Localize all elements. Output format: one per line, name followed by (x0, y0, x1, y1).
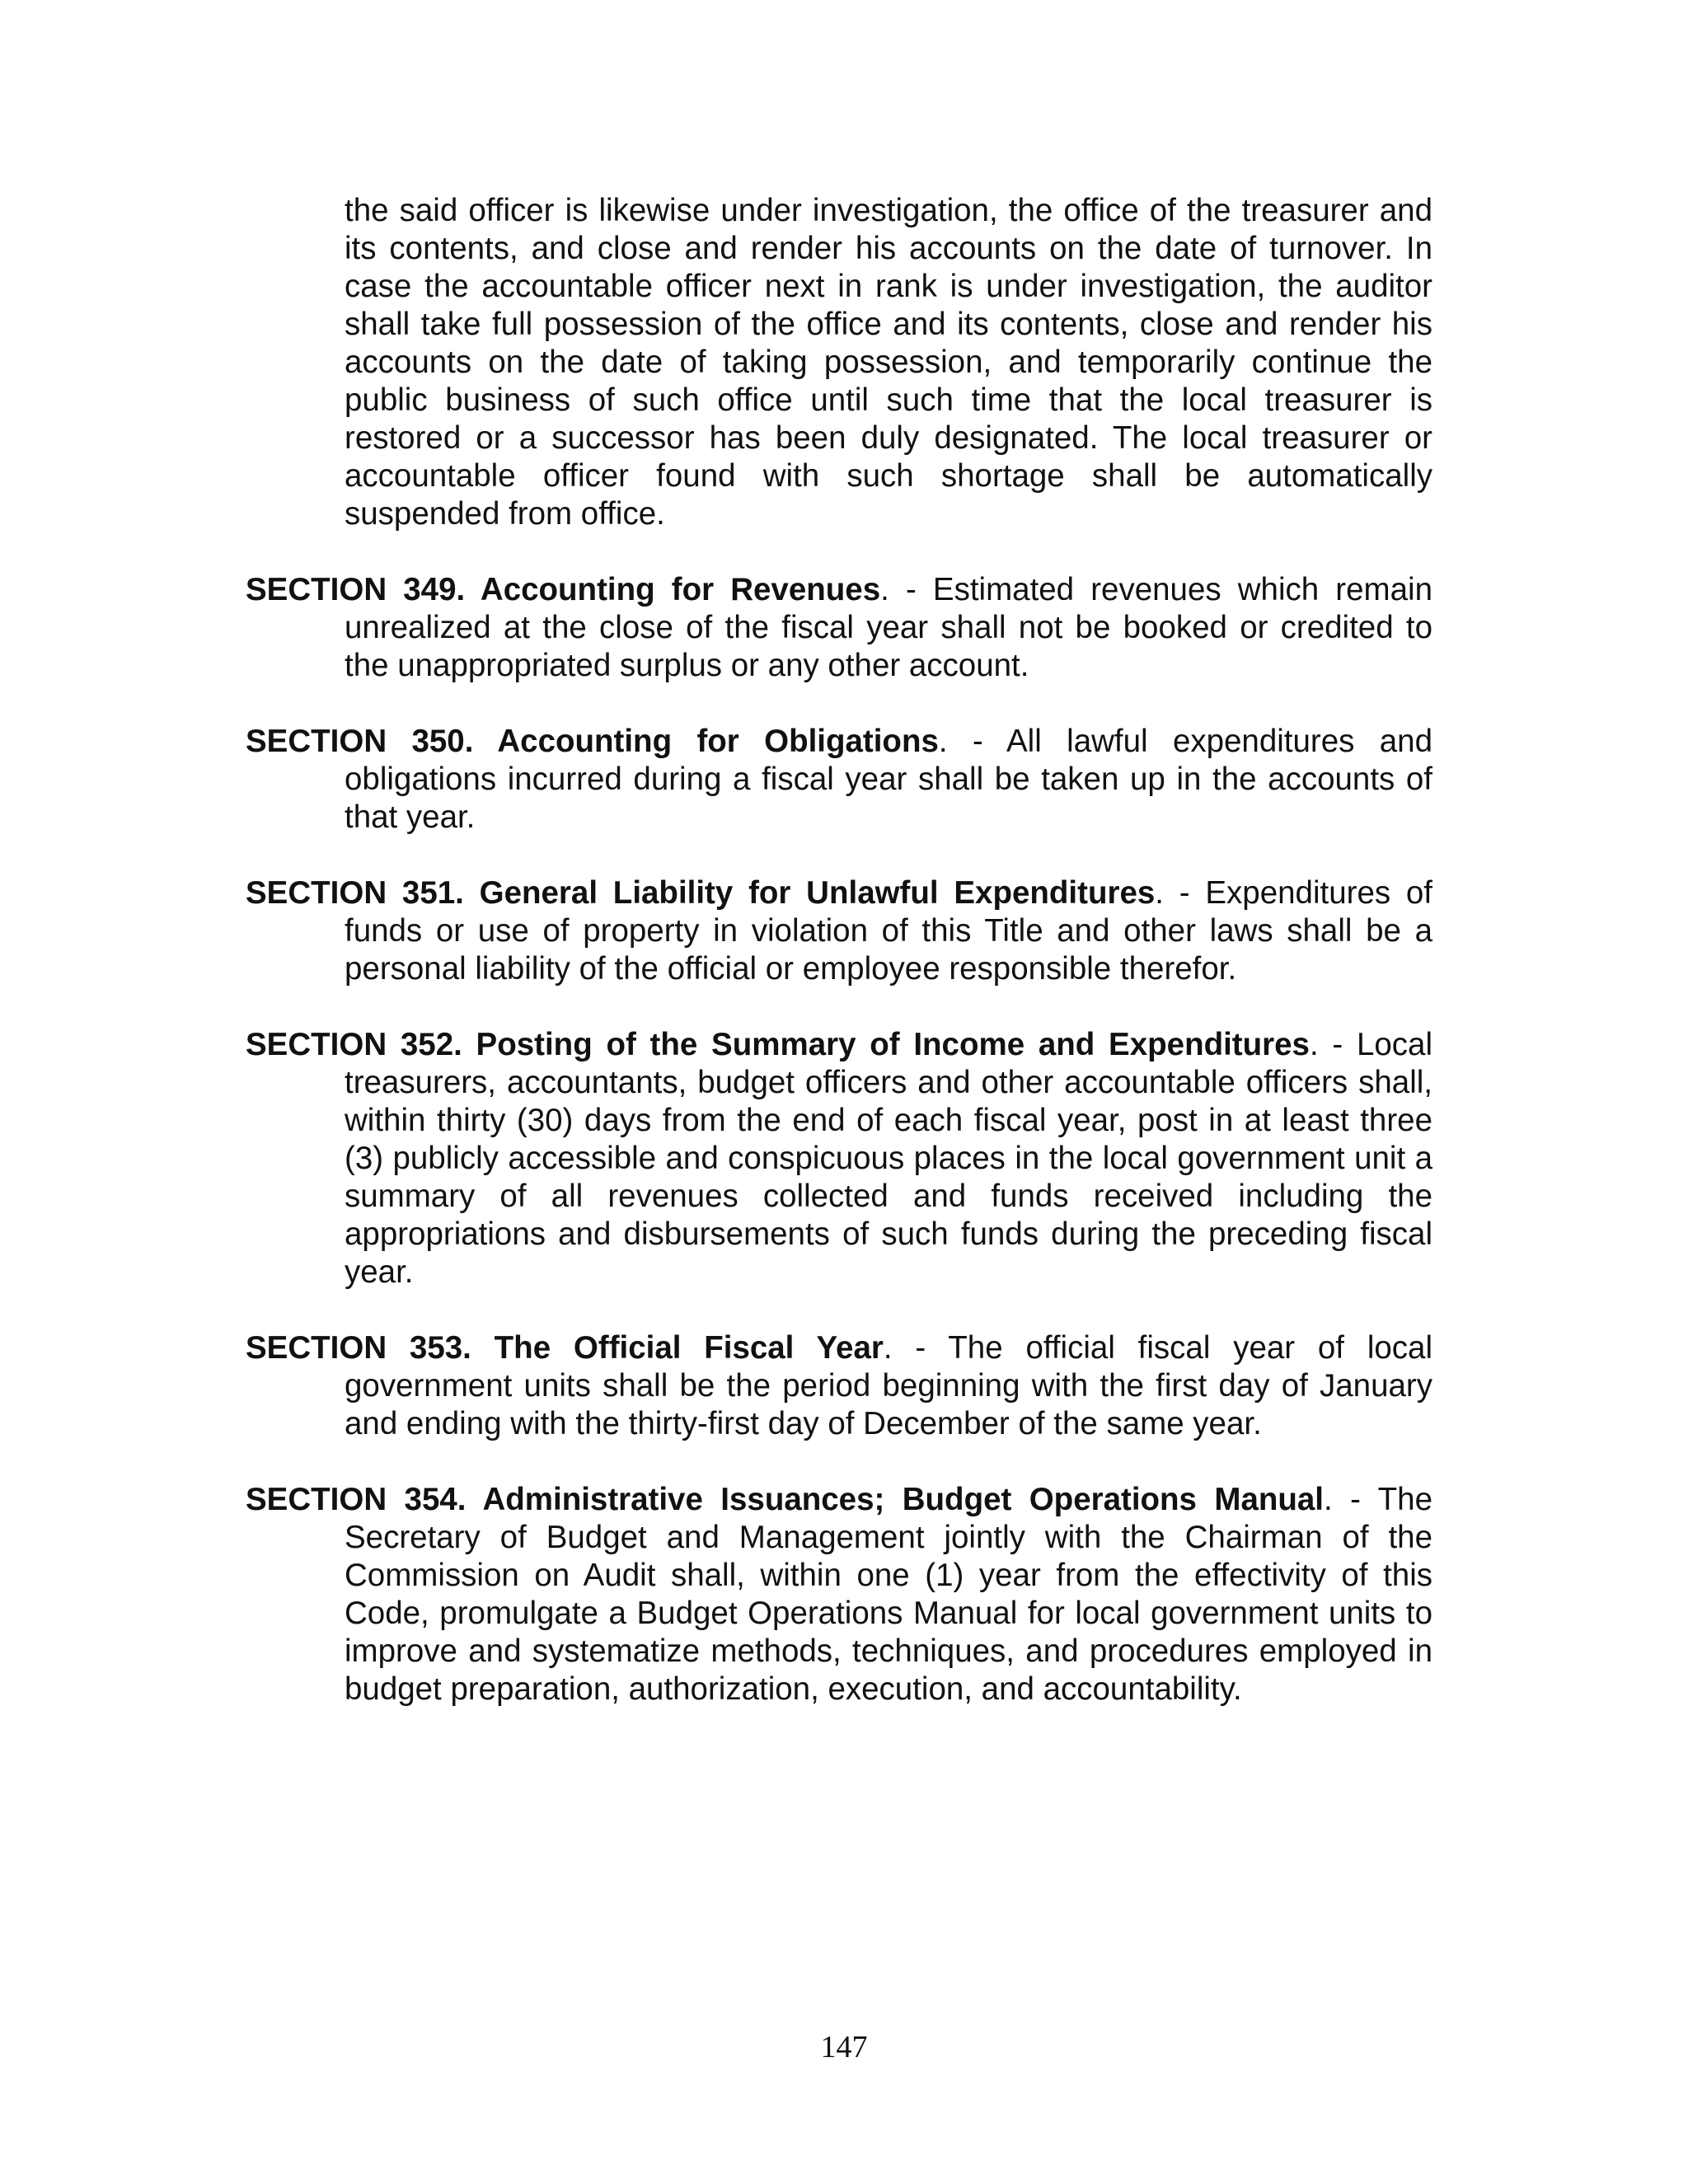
section-350 (246, 723, 1432, 837)
section-heading: SECTION 352. Posting of the Summary of Income and Expenditures (246, 1027, 1310, 1062)
section-349 (246, 571, 1432, 685)
continuation-paragraph: the said officer is likewise under investigation, the office of the treasurer and its contents, and close and render his accounts on the date of turnover. In case the accountable officer next in rank is under investigation, the auditor shall take full possession of the office and its contents, close and render his accounts on the date of taking possession, and temporarily continue the public business of such office until such time that the local treasurer is restored or a successor has been duly designated. The local treasurer or accountable officer found with such shortage shall be automatically suspended from office. (345, 193, 1432, 532)
section-text: . - The Secretary of Budget and Management jointly with the Chairman of the Commission on Audit shall, within one (1) year from the effectivity of this Code, promulgate a Budget Operations Manual for local government units to improve and systematize methods, techniques, and procedures employed in budget preparation, authorization, execution, and accountability. (345, 1482, 1433, 1707)
section-351 (246, 874, 1432, 988)
section-heading: SECTION 354. Administrative Issuances; Budget Operations Manual (246, 1482, 1325, 1517)
section-353 (246, 1329, 1432, 1443)
page-body (246, 192, 1432, 1746)
section-heading: SECTION 351. General Liability for Unlawful Expenditures (246, 875, 1156, 911)
section-354 (246, 1481, 1432, 1708)
section-text: . - The official fiscal year of local government units shall be the period beginning with the first day of January and ending with the thirty-first day of December of the same year. (345, 1330, 1432, 1441)
section-heading: SECTION 349. Accounting for Revenues (246, 572, 881, 607)
section-heading: SECTION 350. Accounting for Obligations (246, 724, 939, 759)
section-352 (246, 1026, 1432, 1291)
section-text: . - All lawful expenditures and obligations incurred during a fiscal year shall be taken up in the accounts of that year. (345, 724, 1432, 835)
section-text: . - Expenditures of funds or use of property in violation of this Title and other laws shall be a personal liability of the official or employee responsible therefor. (345, 875, 1432, 987)
section-text: . - Estimated revenues which remain unrealized at the close of the fiscal year shall not be booked or credited to the unappropriated surplus or any other account. (345, 572, 1432, 683)
section-heading: SECTION 353. The Official Fiscal Year (246, 1330, 884, 1366)
section-text: . - Local treasurers, accountants, budget officers and other accountable officers shall, within thirty (30) days from the end of each fiscal year, post in at least three (3) publicly accessible and conspicuous places in the local government unit a summary of all revenues collected and funds received including the appropriations and disbursements of such funds during the preceding fiscal year. (345, 1027, 1432, 1290)
page-number: 147 (820, 2030, 868, 2064)
